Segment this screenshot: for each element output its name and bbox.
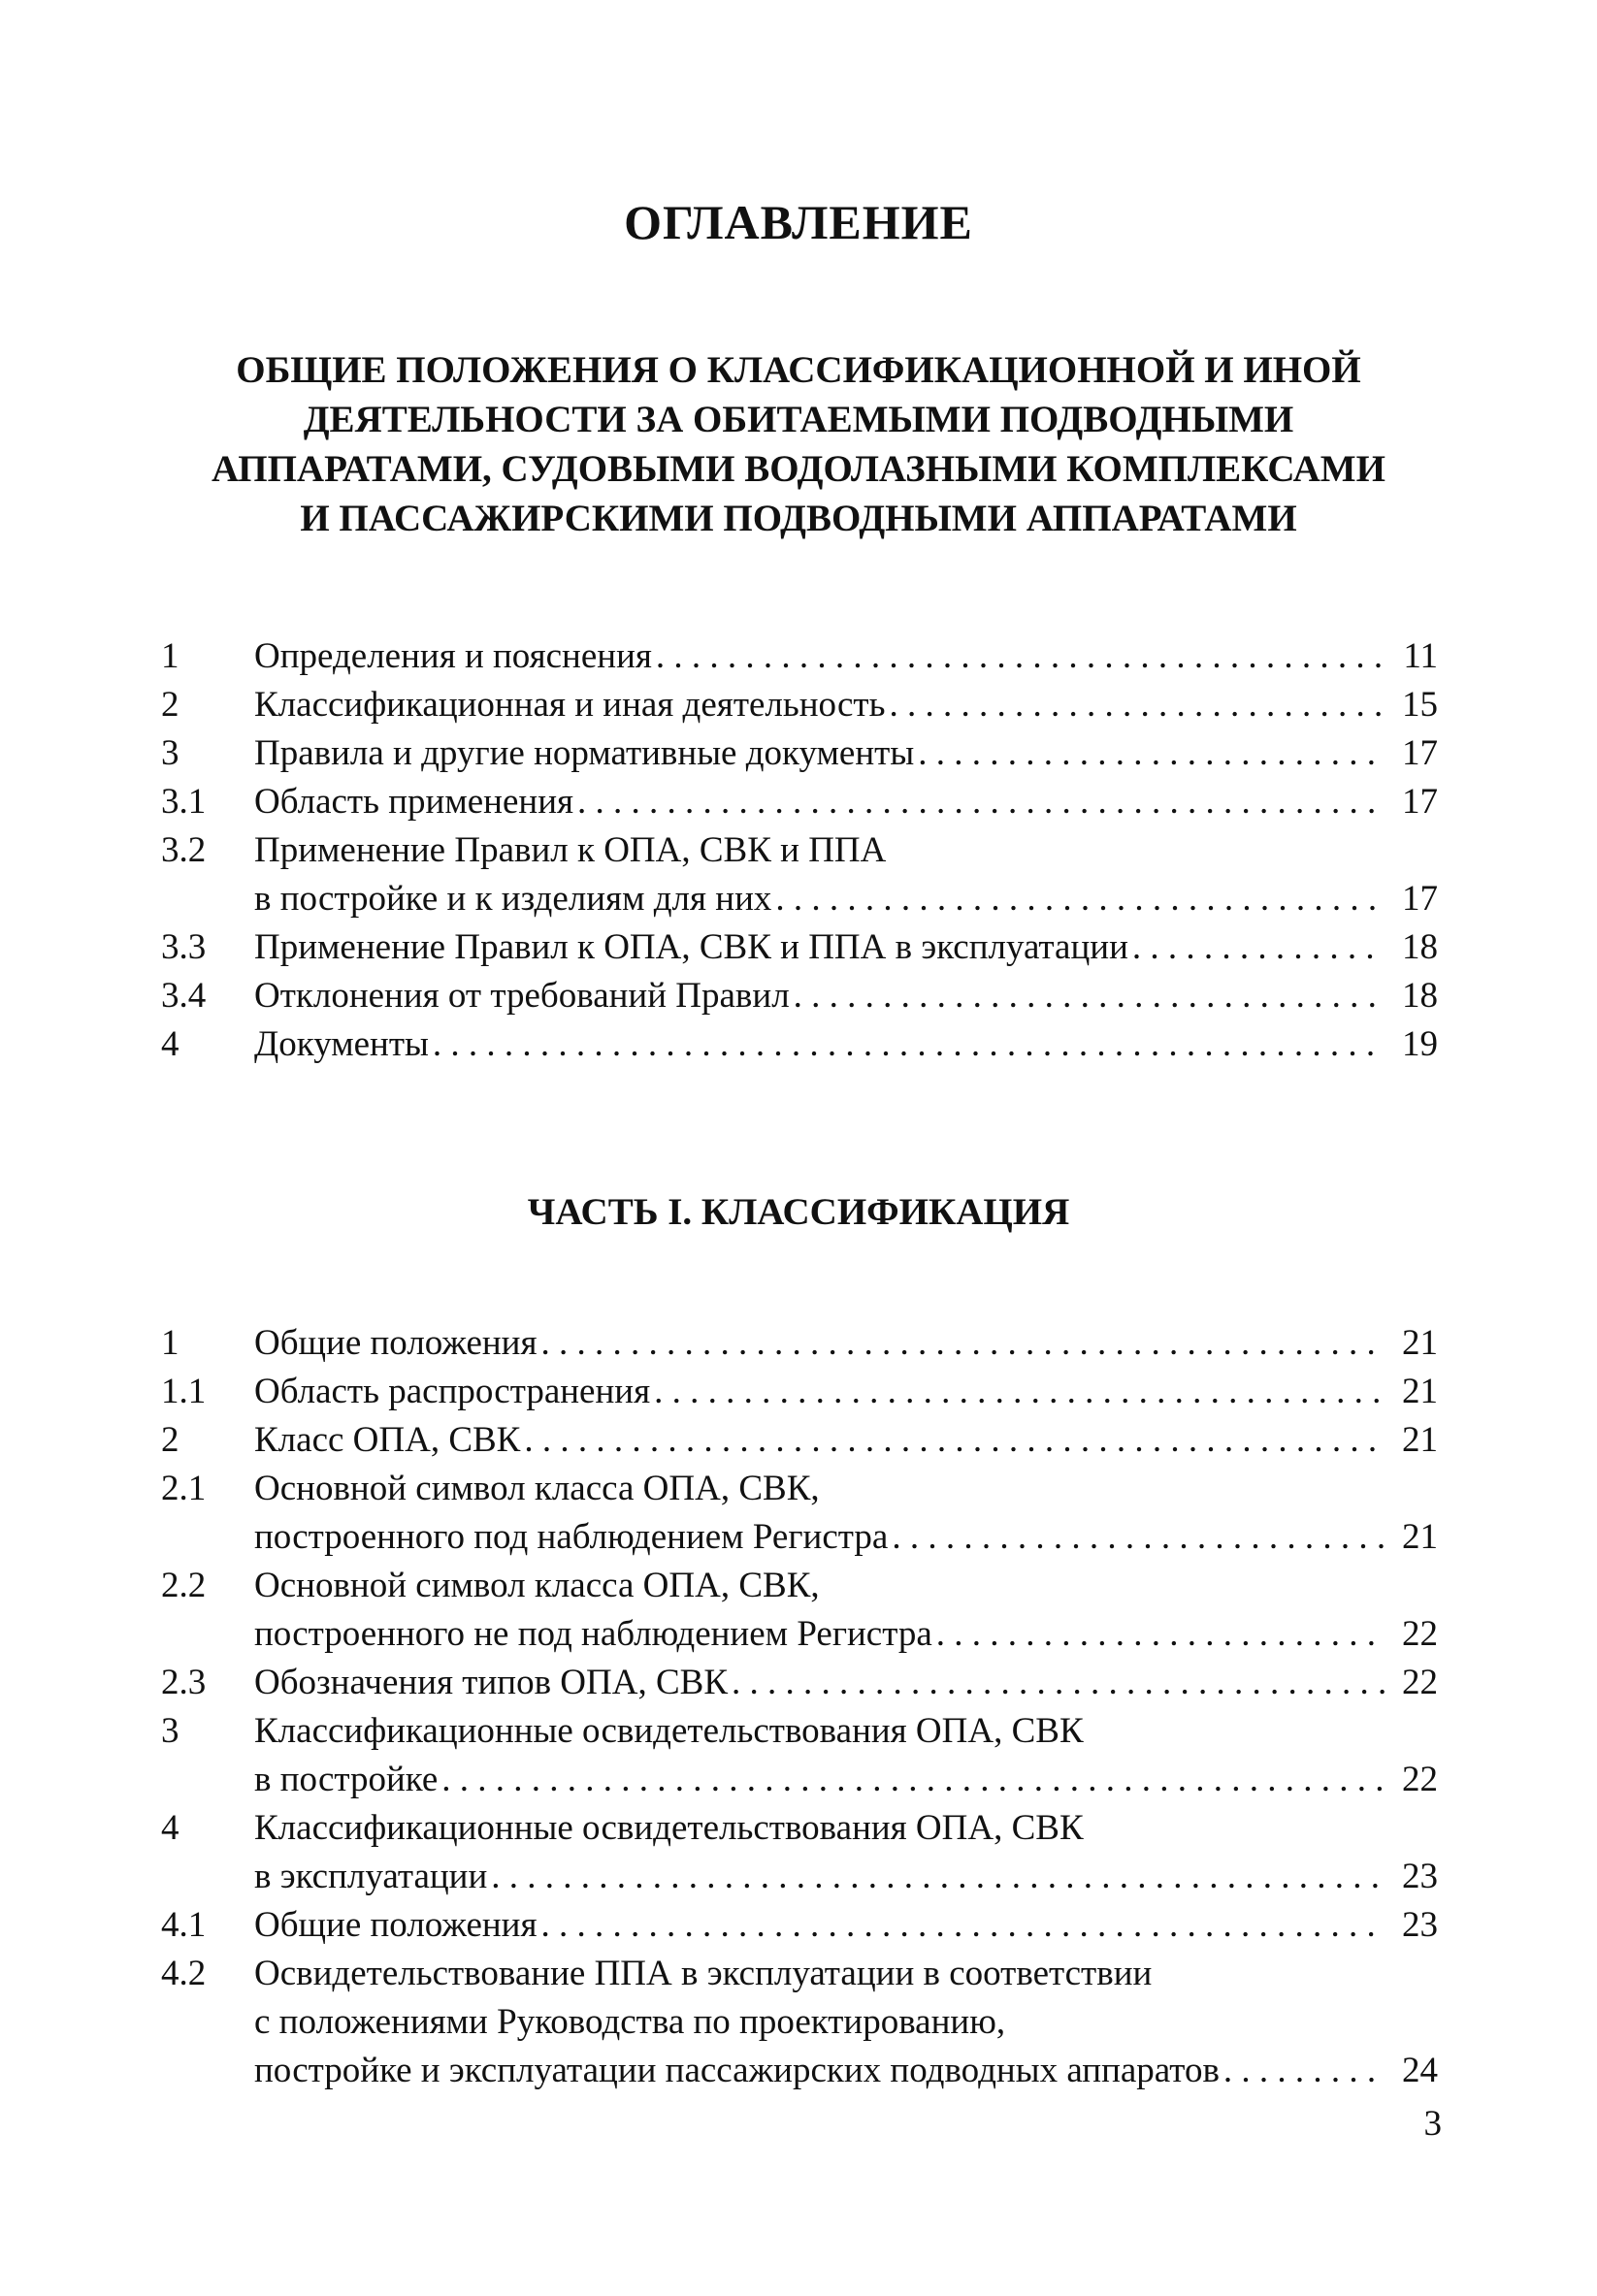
toc-entry-page: 19 [1402,1024,1438,1064]
toc-entry-page: 21 [1402,1420,1438,1460]
toc-entry-number: 3.1 [161,782,207,822]
toc-entry-title: с положениями Руководства по проектированию, [254,2002,1006,2042]
toc-entry-number: 4 [161,1024,179,1064]
heading-line: И ПАССАЖИРСКИМИ ПОДВОДНЫМИ АППАРАТАМИ [300,498,1297,539]
toc-entry-title: Классификационные освидетельствования ОПА, СВК [254,1808,1084,1848]
toc-entry-page: 22 [1402,1663,1438,1702]
toc-entry-page: 11 [1403,636,1438,676]
toc-entry-page: 18 [1402,927,1438,967]
toc-entry-title: Документы [254,1024,429,1064]
toc-entry-title: в эксплуатации [254,1857,488,1896]
toc-entry[interactable] [161,826,1438,923]
dot-leader [433,1020,1385,1069]
toc-entry[interactable] [161,1416,1438,1465]
toc-entry-page: 17 [1402,782,1438,822]
toc-entry-number: 4 [161,1808,179,1848]
toc-entry-number: 3 [161,1711,179,1751]
toc-entry-title: Применение Правил к ОПА, СВК и ППА [254,830,887,870]
toc-entry[interactable] [161,972,1438,1020]
toc-general-list [161,632,1438,1069]
toc-entry-title: Классификационные освидетельствования ОПА, СВК [254,1711,1084,1751]
toc-entry-page: 21 [1402,1517,1438,1557]
toc-entry-title: Класс ОПА, СВК [254,1420,521,1460]
toc-entry-title: построенного под наблюдением Регистра [254,1517,889,1557]
dot-leader [775,875,1385,923]
toc-entry-title: Правила и другие нормативные документы [254,733,915,773]
dot-leader [892,1513,1385,1562]
toc-entry-title: Основной символ класса ОПА, СВК, [254,1469,820,1508]
toc-entry-title: Применение Правил к ОПА, СВК и ППА в эксплуатации [254,927,1128,967]
toc-entry-title: в постройке и к изделиям для них [254,879,772,919]
dot-leader [577,778,1385,826]
page-title: ОГЛАВЛЕНИЕ [624,195,973,249]
toc-entry-page: 23 [1402,1905,1438,1945]
dot-leader [441,1756,1385,1804]
toc-entry-number: 2.3 [161,1663,207,1702]
toc-entry[interactable] [161,1319,1438,1368]
toc-entry-number: 3.4 [161,976,207,1016]
dot-leader [732,1659,1385,1707]
toc-entry[interactable] [161,1562,1438,1659]
part1-heading: ЧАСТЬ I. КЛАССИФИКАЦИЯ [527,1191,1070,1233]
toc-entry[interactable] [161,1368,1438,1416]
toc-entry[interactable] [161,1465,1438,1562]
toc-entry-title: Освидетельствование ППА в эксплуатации в соответствии [254,1954,1153,1993]
dot-leader [936,1610,1385,1659]
dot-leader [524,1416,1385,1465]
heading-line: ДЕЯТЕЛЬНОСТИ ЗА ОБИТАЕМЫМИ ПОДВОДНЫМИ [303,399,1294,440]
toc-entry-title: Общие положения [254,1905,538,1945]
toc-entry-title: Обозначения типов ОПА, СВК [254,1663,728,1702]
toc-entry-number: 1 [161,636,179,676]
heading-line: ОБЩИЕ ПОЛОЖЕНИЯ О КЛАССИФИКАЦИОННОЙ И ИНОЙ [236,349,1361,391]
toc-entry-number: 2 [161,1420,179,1460]
dot-leader [540,1319,1385,1368]
toc-entry-page: 15 [1402,685,1438,725]
toc-entry[interactable] [161,1804,1438,1901]
toc-entry-number: 2.1 [161,1469,207,1508]
toc-entry-number: 3.3 [161,927,207,967]
toc-entry-title: Основной символ класса ОПА, СВК, [254,1566,820,1605]
toc-entry-page: 21 [1402,1372,1438,1411]
toc-entry-page: 17 [1402,879,1438,919]
dot-leader [491,1853,1385,1901]
toc-entry-title: Отклонения от требований Правил [254,976,790,1016]
toc-entry[interactable] [161,923,1438,972]
toc-entry[interactable] [161,778,1438,826]
dot-leader [918,729,1385,778]
toc-entry-number: 3.2 [161,830,207,870]
toc-entry-number: 3 [161,733,179,773]
toc-entry[interactable] [161,1950,1438,2095]
dot-leader [540,1901,1385,1950]
toc-entry-title: Область применения [254,782,574,822]
toc-entry[interactable] [161,729,1438,778]
general-provisions-heading [155,345,1442,543]
toc-entry[interactable] [161,632,1438,681]
toc-entry-page: 21 [1402,1323,1438,1363]
dot-leader [1223,2047,1385,2095]
toc-entry-title: Общие положения [254,1323,538,1363]
toc-entry-title: построенного не под наблюдением Регистра [254,1614,932,1654]
dot-leader [889,681,1385,729]
toc-entry-title: Классификационная и иная деятельность [254,685,886,725]
toc-entry-number: 2.2 [161,1566,207,1605]
toc-entry-page: 22 [1402,1614,1438,1654]
toc-entry-number: 4.1 [161,1905,207,1945]
toc-entry-page: 18 [1402,976,1438,1016]
toc-entry[interactable] [161,1707,1438,1804]
toc-part1-list [161,1319,1438,2095]
toc-entry-page: 22 [1402,1760,1438,1799]
toc-entry-number: 1.1 [161,1372,207,1411]
toc-entry-number: 1 [161,1323,179,1363]
toc-entry-page: 24 [1402,2051,1438,2090]
heading-line: АППАРАТАМИ, СУДОВЫМИ ВОДОЛАЗНЫМИ КОМПЛЕКСАМИ [212,448,1385,490]
toc-entry[interactable] [161,1901,1438,1950]
page-number: 3 [1423,2104,1442,2144]
dot-leader [656,632,1385,681]
dot-leader [654,1368,1385,1416]
toc-entry[interactable] [161,1020,1438,1069]
toc-entry-number: 2 [161,685,179,725]
toc-entry[interactable] [161,681,1438,729]
dot-leader [1132,923,1385,972]
toc-entry[interactable] [161,1659,1438,1707]
toc-entry-title: постройке и эксплуатации пассажирских подводных аппаратов [254,2051,1220,2090]
toc-entry-page: 23 [1402,1857,1438,1896]
toc-entry-title: Область распространения [254,1372,651,1411]
toc-entry-number: 4.2 [161,1954,207,1993]
toc-entry-title: в постройке [254,1760,439,1799]
toc-entry-page: 17 [1402,733,1438,773]
dot-leader [794,972,1385,1020]
toc-entry-title: Определения и пояснения [254,636,652,676]
